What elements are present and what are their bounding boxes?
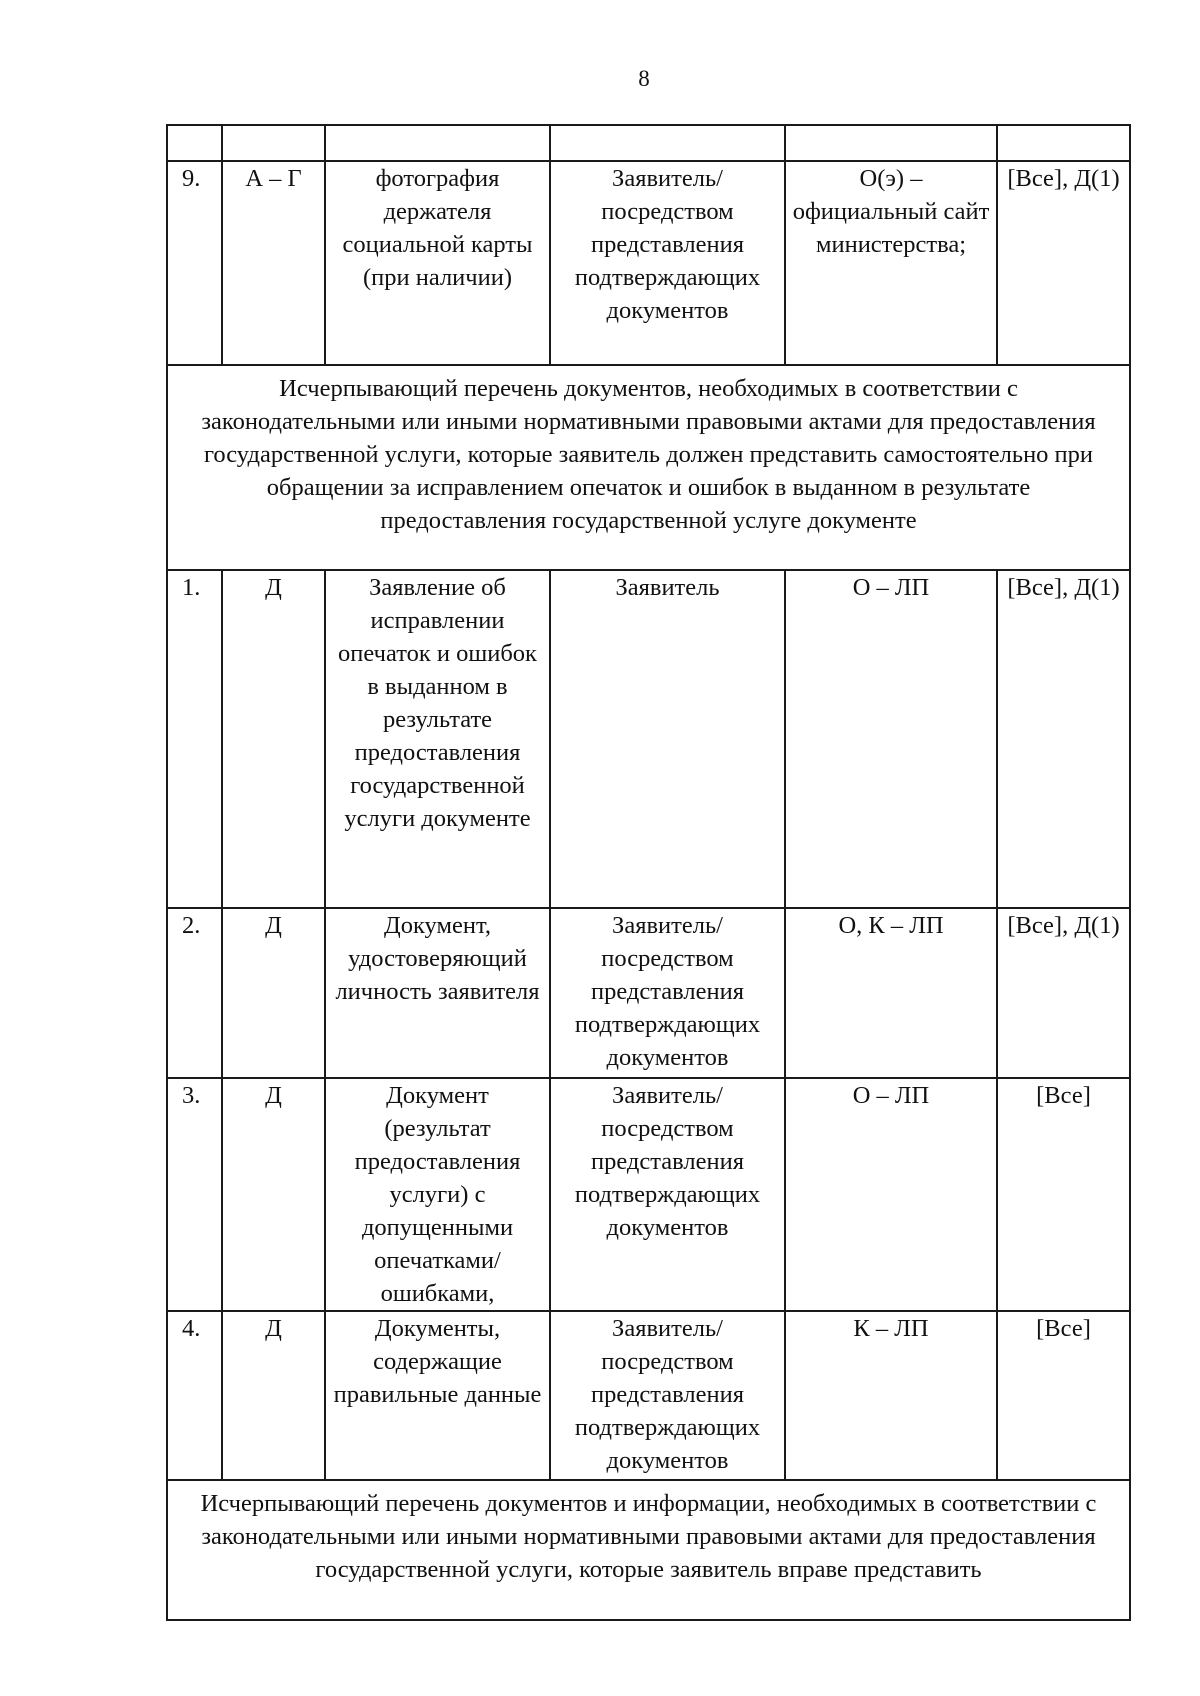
document-provider: Заявитель/посредством представления подтверждающих документов	[550, 1078, 785, 1311]
section-heading: Исчерпывающий перечень документов и информации, необходимых в соответствии с законодательными или иными нормативными правовыми актами для предоставления государственной услуги, которые заявитель вправе представить	[167, 1480, 1130, 1620]
document-condition: [Все]	[997, 1078, 1130, 1311]
document-provider: Заявитель	[550, 570, 785, 908]
document-form: О – ЛП	[785, 570, 997, 908]
row-number: 1.	[167, 570, 222, 908]
document-condition: [Все], Д(1)	[997, 570, 1130, 908]
table-row	[167, 161, 1130, 365]
document-category: А – Г	[222, 161, 325, 365]
document-condition: [Все]	[997, 1311, 1130, 1480]
table-cell	[325, 125, 550, 161]
document-provider: Заявитель/посредством представления подтверждающих документов	[550, 908, 785, 1078]
table-cell	[167, 125, 222, 161]
document-form: О, К – ЛП	[785, 908, 997, 1078]
document-category: Д	[222, 1311, 325, 1480]
row-number: 2.	[167, 908, 222, 1078]
section-heading: Исчерпывающий перечень документов, необходимых в соответствии с законодательными или иными нормативными правовыми актами для предоставления государственной услуги, которые заявитель должен представить самостоятельно при обращении за исправлением опечаток и ошибок в выданном в результате предоставления государственной услуге документе	[167, 365, 1130, 570]
table-row	[167, 570, 1130, 908]
document-form: О(э) – официальный сайт министерства;	[785, 161, 997, 365]
document-form: О – ЛП	[785, 1078, 997, 1311]
document-name: Документ, удостоверяющий личность заявителя	[325, 908, 550, 1078]
table-cell	[785, 125, 997, 161]
document-name: Документы, содержащие правильные данные	[325, 1311, 550, 1480]
row-number: 3.	[167, 1078, 222, 1311]
table-cell	[222, 125, 325, 161]
section-row	[167, 365, 1130, 570]
document-provider: Заявитель/посредством представления подтверждающих документов	[550, 161, 785, 365]
document-condition: [Все], Д(1)	[997, 908, 1130, 1078]
table-row	[167, 1078, 1130, 1311]
document-category: Д	[222, 1078, 325, 1311]
table-header-row	[167, 125, 1130, 161]
documents-table	[166, 124, 1131, 1621]
page-number: 8	[638, 66, 650, 91]
document-name: Заявление об исправлении опечаток и ошибок в выданном в результате предоставления государственной услуги документе	[325, 570, 550, 908]
table-cell	[997, 125, 1130, 161]
document-name: фотография держателя социальной карты (при наличии)	[325, 161, 550, 365]
row-number: 4.	[167, 1311, 222, 1480]
document-provider: Заявитель/посредством представления подтверждающих документов	[550, 1311, 785, 1480]
document-form: К – ЛП	[785, 1311, 997, 1480]
document-category: Д	[222, 908, 325, 1078]
table-row	[167, 908, 1130, 1078]
table-row	[167, 1311, 1130, 1480]
document-name: Документ (результат предоставления услуги) с допущенными опечатками/ошибками,	[325, 1078, 550, 1311]
table-cell	[550, 125, 785, 161]
document-condition: [Все], Д(1)	[997, 161, 1130, 365]
document-category: Д	[222, 570, 325, 908]
row-number: 9.	[167, 161, 222, 365]
section-row	[167, 1480, 1130, 1620]
